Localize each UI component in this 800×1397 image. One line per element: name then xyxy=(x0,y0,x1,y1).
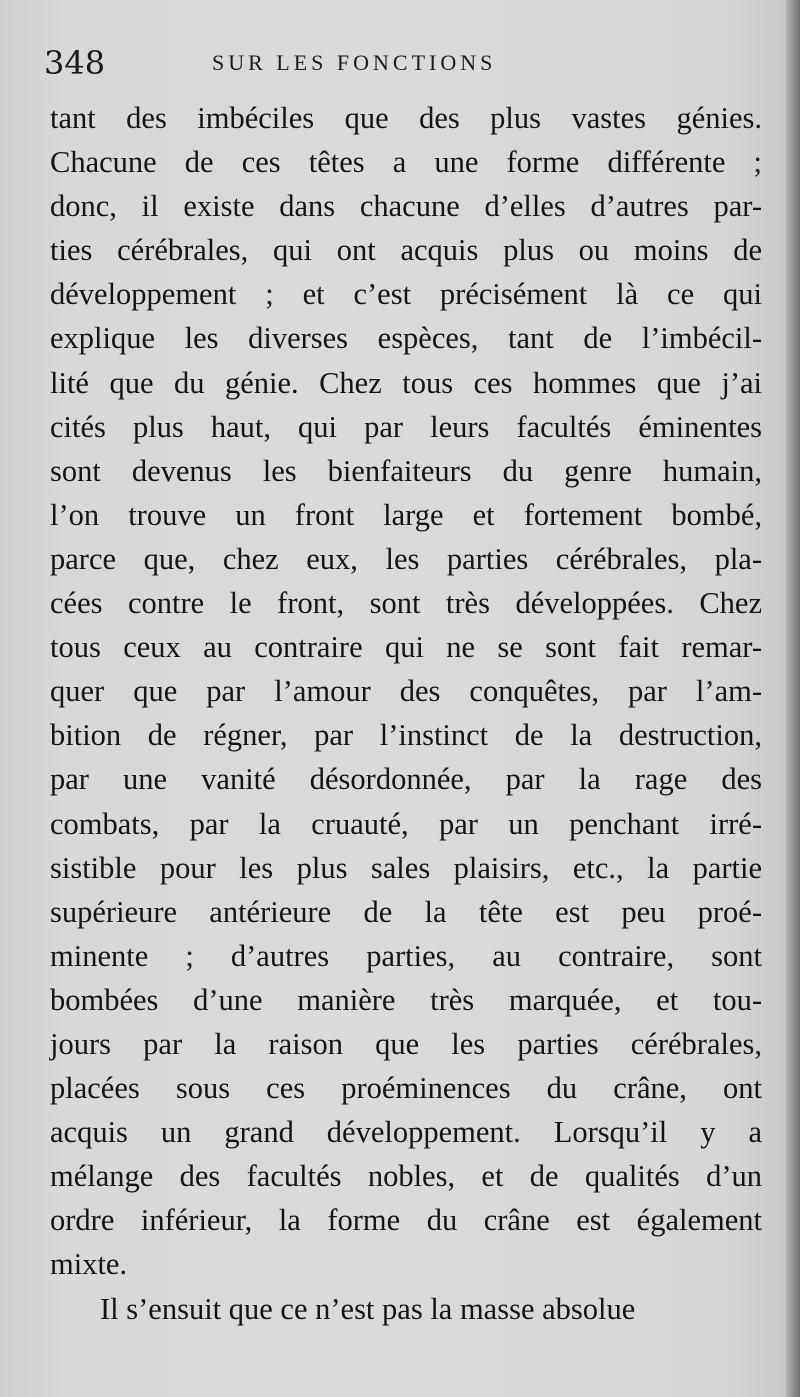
text-line: donc, il existe dans chacune d’elles d’autres par- xyxy=(50,189,762,224)
running-title: SUR LES FONCTIONS xyxy=(212,50,497,75)
text-line: cités plus haut, qui par leurs facultés éminentes xyxy=(50,409,762,444)
text-line: tous ceux au contraire qui ne se sont fait remar- xyxy=(50,630,762,665)
text-line: développement ; et c’est précisément là ce qui xyxy=(50,277,762,312)
text-line: ordre inférieur, la forme du crâne est également xyxy=(50,1203,762,1238)
text-line: minente ; d’autres parties, au contraire, sont xyxy=(50,938,762,973)
text-line: cées contre le front, sont très développées. Chez xyxy=(50,586,762,621)
text-line: l’on trouve un front large et fortement bombé, xyxy=(50,497,762,532)
text-line: acquis un grand développement. Lorsqu’il y a xyxy=(50,1115,762,1150)
text-line: par une vanité désordonnée, par la rage des xyxy=(50,762,762,797)
text-line: quer que par l’amour des conquêtes, par l’am- xyxy=(50,674,762,709)
text-line: Chacune de ces têtes a une forme différente ; xyxy=(50,145,762,180)
text-line: Il s’ensuit que ce n’est pas la masse absolue xyxy=(100,1291,636,1326)
text-line: mélange des facultés nobles, et de qualités d’un xyxy=(50,1159,762,1194)
text-line: bombées d’une manière très marquée, et tou- xyxy=(50,982,762,1017)
text-line: sistible pour les plus sales plaisirs, etc., la partie xyxy=(50,850,762,885)
text-line: placées sous ces proéminences du crâne, ont xyxy=(50,1071,762,1106)
text-line: supérieure antérieure de la tête est peu proé- xyxy=(50,894,762,929)
text-line: combats, par la cruauté, par un penchant irré- xyxy=(50,806,762,841)
text-line: explique les diverses espèces, tant de l’imbécil- xyxy=(50,321,762,356)
text-line: lité que du génie. Chez tous ces hommes que j’ai xyxy=(50,365,762,400)
text-line: bition de régner, par l’instinct de la destruction, xyxy=(50,718,762,753)
text-line: jours par la raison que les parties cérébrales, xyxy=(50,1026,762,1061)
page-header xyxy=(44,40,764,86)
text-line: parce que, chez eux, les parties cérébrales, pla- xyxy=(50,541,762,576)
page-edge xyxy=(786,0,800,1397)
text-line: mixte. xyxy=(50,1247,128,1282)
body-text xyxy=(50,96,762,1331)
page-number: 348 xyxy=(44,44,106,82)
text-line: sont devenus les bienfaiteurs du genre humain, xyxy=(50,453,762,488)
text-line: ties cérébrales, qui ont acquis plus ou moins de xyxy=(50,233,762,268)
text-line: tant des imbéciles que des plus vastes génies. xyxy=(50,101,762,135)
